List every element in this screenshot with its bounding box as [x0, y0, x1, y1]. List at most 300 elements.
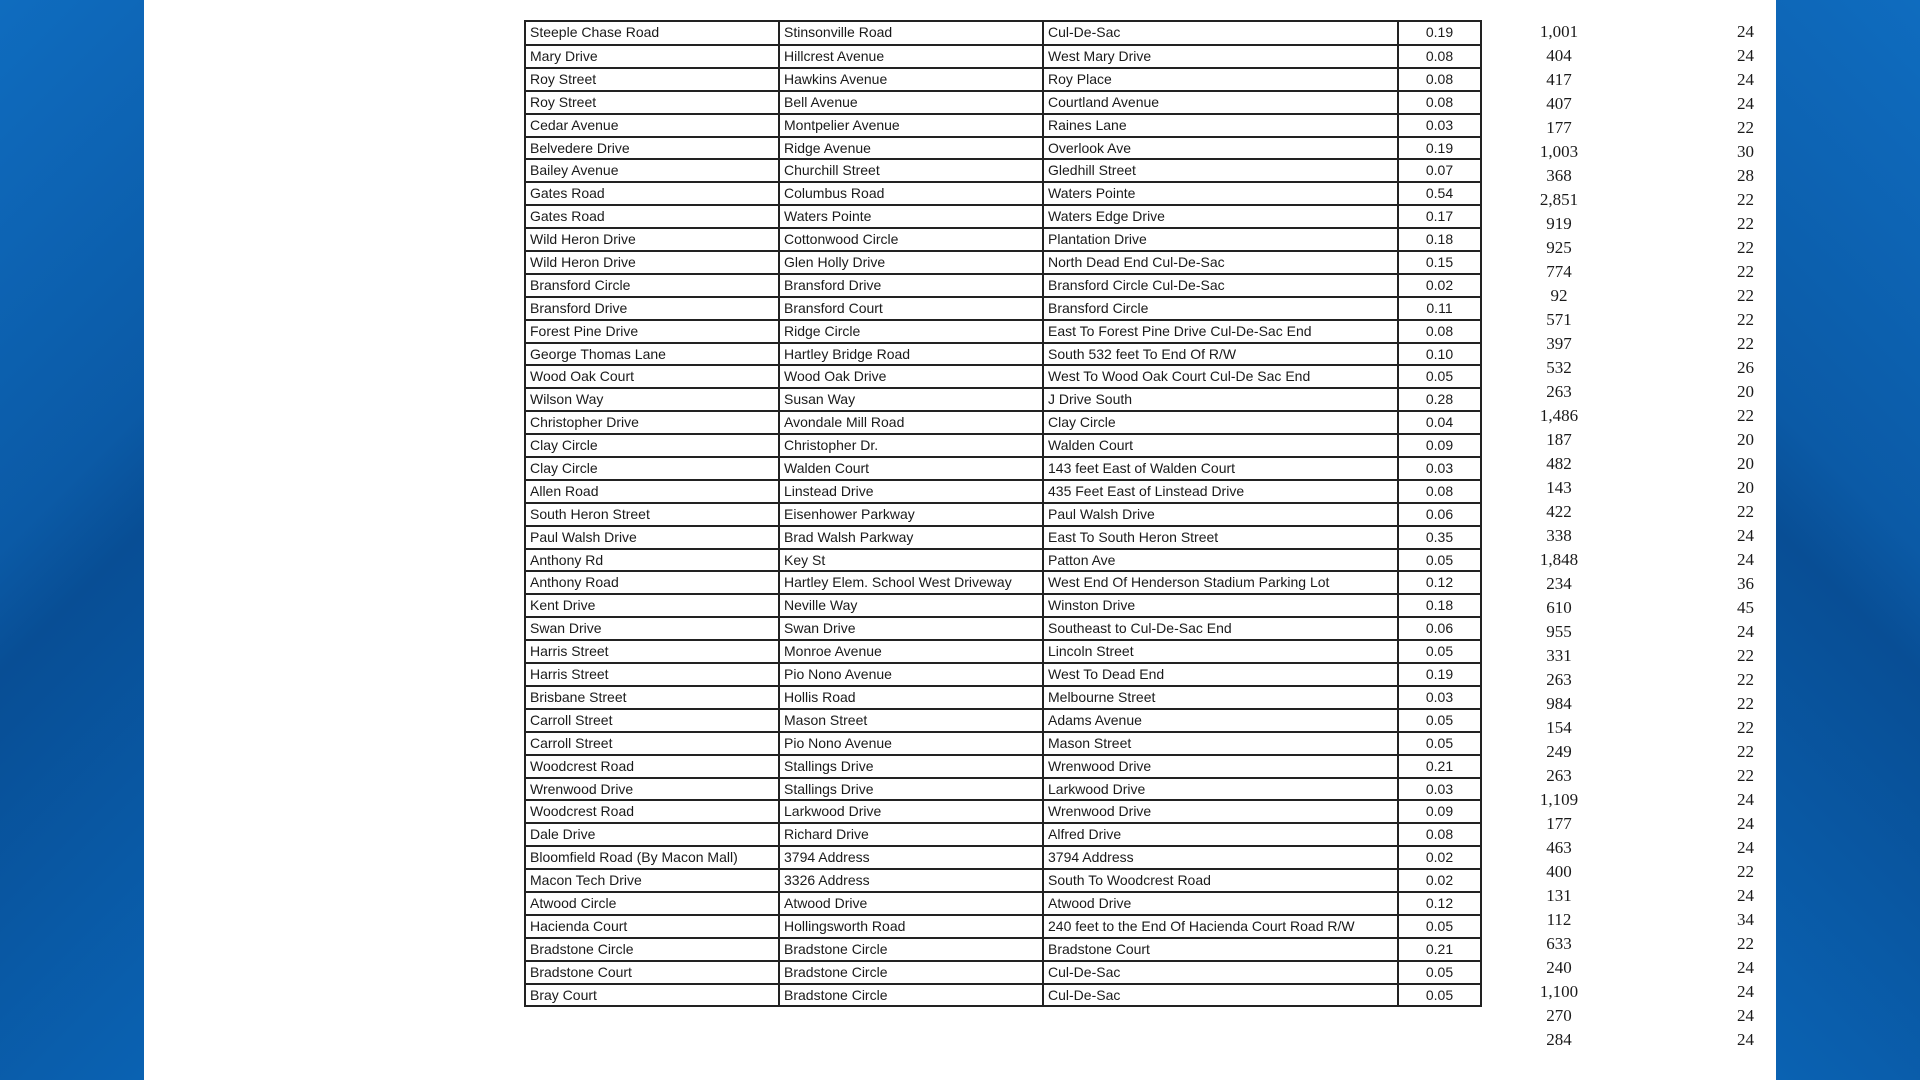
length-feet-cell: 284 — [1546, 1030, 1572, 1049]
length-feet-cell: 331 — [1546, 646, 1572, 665]
table-row — [526, 229, 1480, 252]
extra-row — [1514, 452, 1754, 476]
table-row — [526, 916, 1480, 939]
extra-row — [1514, 812, 1754, 836]
from-cell: Brad Walsh Parkway — [780, 527, 1044, 548]
extra-row — [1514, 548, 1754, 572]
road-name-cell: Kent Drive — [526, 595, 780, 616]
length-feet-cell: 463 — [1546, 838, 1572, 857]
from-cell: Hartley Bridge Road — [780, 344, 1044, 365]
length-feet-cell: 338 — [1546, 526, 1572, 545]
length-feet-cell: 400 — [1546, 862, 1572, 881]
length-feet-cell: 774 — [1546, 262, 1572, 281]
extra-row — [1514, 380, 1754, 404]
extra-row — [1514, 476, 1754, 500]
from-cell: Bradstone Circle — [780, 985, 1044, 1006]
table-row — [526, 618, 1480, 641]
extra-row — [1514, 500, 1754, 524]
table-row — [526, 756, 1480, 779]
table-row — [526, 893, 1480, 916]
from-cell: Hollingsworth Road — [780, 916, 1044, 937]
miles-cell: 0.05 — [1425, 734, 1454, 751]
width-cell: 22 — [1737, 286, 1754, 305]
to-cell: Gledhill Street — [1044, 160, 1399, 181]
table-row — [526, 321, 1480, 344]
table-row — [526, 481, 1480, 504]
background-right-panel — [1776, 0, 1920, 1080]
width-cell: 34 — [1737, 910, 1754, 929]
road-name-cell: Macon Tech Drive — [526, 870, 780, 891]
road-name-cell: Wilson Way — [526, 389, 780, 410]
from-cell: Bradstone Circle — [780, 962, 1044, 983]
width-cell: 24 — [1737, 1030, 1754, 1049]
length-feet-cell: 397 — [1546, 334, 1572, 353]
extra-row — [1514, 860, 1754, 884]
length-feet-cell: 270 — [1546, 1006, 1572, 1025]
width-cell: 22 — [1737, 646, 1754, 665]
miles-cell: 0.05 — [1425, 368, 1454, 385]
width-cell: 24 — [1737, 622, 1754, 641]
road-name-cell: Anthony Road — [526, 572, 780, 593]
miles-cell: 0.11 — [1426, 299, 1453, 316]
length-feet-cell: 417 — [1546, 70, 1572, 89]
extra-row — [1514, 164, 1754, 188]
length-feet-cell: 263 — [1546, 670, 1572, 689]
extra-row — [1514, 668, 1754, 692]
length-feet-cell: 633 — [1546, 934, 1572, 953]
miles-cell: 0.07 — [1425, 162, 1454, 179]
extra-row — [1514, 284, 1754, 308]
extra-row — [1514, 308, 1754, 332]
extra-row — [1514, 140, 1754, 164]
width-cell: 28 — [1737, 166, 1754, 185]
width-cell: 20 — [1737, 478, 1754, 497]
table-row — [526, 92, 1480, 115]
table-row — [526, 572, 1480, 595]
road-name-cell: Carroll Street — [526, 733, 780, 754]
to-cell: Plantation Drive — [1044, 229, 1399, 250]
extra-row — [1514, 788, 1754, 812]
width-cell: 24 — [1737, 790, 1754, 809]
road-name-cell: Roy Street — [526, 69, 780, 90]
width-cell: 22 — [1737, 238, 1754, 257]
table-row — [526, 22, 1480, 46]
width-cell: 26 — [1737, 358, 1754, 377]
extra-row — [1514, 836, 1754, 860]
width-cell: 24 — [1737, 526, 1754, 545]
from-cell: Bradstone Circle — [780, 939, 1044, 960]
to-cell: West End Of Henderson Stadium Parking Lot — [1044, 572, 1399, 593]
road-name-cell: Harris Street — [526, 664, 780, 685]
to-cell: Walden Court — [1044, 435, 1399, 456]
extra-row — [1514, 428, 1754, 452]
extra-row — [1514, 404, 1754, 428]
from-cell: Columbus Road — [780, 183, 1044, 204]
from-cell: Glen Holly Drive — [780, 252, 1044, 273]
miles-cell: 0.54 — [1425, 185, 1454, 202]
to-cell: Melbourne Street — [1044, 687, 1399, 708]
length-feet-cell: 1,003 — [1539, 142, 1579, 161]
width-cell: 22 — [1737, 934, 1754, 953]
from-cell: Bransford Drive — [780, 275, 1044, 296]
from-cell: 3326 Address — [780, 870, 1044, 891]
road-name-cell: Bradstone Circle — [526, 939, 780, 960]
road-name-cell: Forest Pine Drive — [526, 321, 780, 342]
length-feet-cell: 154 — [1546, 718, 1572, 737]
to-cell: Wrenwood Drive — [1044, 801, 1399, 822]
width-cell: 22 — [1737, 766, 1754, 785]
length-feet-cell: 1,001 — [1539, 22, 1579, 41]
to-cell: Winston Drive — [1044, 595, 1399, 616]
road-name-cell: Steeple Chase Road — [526, 22, 780, 44]
miles-cell: 0.18 — [1425, 597, 1454, 614]
from-cell: Stallings Drive — [780, 779, 1044, 800]
road-name-cell: Belvedere Drive — [526, 138, 780, 159]
length-feet-cell: 925 — [1546, 238, 1572, 257]
from-cell: Walden Court — [780, 458, 1044, 479]
extra-row — [1514, 956, 1754, 980]
from-cell: Neville Way — [780, 595, 1044, 616]
extra-row — [1514, 740, 1754, 764]
miles-cell: 0.15 — [1425, 254, 1454, 271]
background-left-panel — [0, 0, 144, 1080]
from-cell: Richard Drive — [780, 824, 1044, 845]
road-name-cell: Bradstone Court — [526, 962, 780, 983]
width-cell: 22 — [1737, 310, 1754, 329]
length-feet-cell: 234 — [1546, 574, 1572, 593]
from-cell: Stinsonville Road — [780, 22, 1044, 44]
table-row — [526, 595, 1480, 618]
length-feet-cell: 482 — [1546, 454, 1572, 473]
length-feet-cell: 112 — [1546, 910, 1572, 929]
to-cell: Raines Lane — [1044, 115, 1399, 136]
from-cell: Waters Pointe — [780, 206, 1044, 227]
table-row — [526, 435, 1480, 458]
to-cell: Patton Ave — [1044, 550, 1399, 571]
extra-row — [1514, 692, 1754, 716]
extra-row — [1514, 596, 1754, 620]
length-feet-cell: 571 — [1546, 310, 1572, 329]
length-width-columns — [1514, 20, 1754, 1052]
road-name-cell: Bransford Circle — [526, 275, 780, 296]
width-cell: 24 — [1737, 982, 1754, 1001]
document-page — [144, 0, 1776, 1080]
length-feet-cell: 131 — [1546, 886, 1572, 905]
table-row — [526, 183, 1480, 206]
road-name-cell: Atwood Circle — [526, 893, 780, 914]
width-cell: 22 — [1737, 118, 1754, 137]
width-cell: 22 — [1737, 334, 1754, 353]
width-cell: 22 — [1737, 214, 1754, 233]
to-cell: East To South Heron Street — [1044, 527, 1399, 548]
miles-cell: 0.09 — [1425, 803, 1454, 820]
extra-row — [1514, 188, 1754, 212]
width-cell: 20 — [1737, 430, 1754, 449]
length-feet-cell: 2,851 — [1539, 190, 1579, 209]
road-name-cell: Gates Road — [526, 206, 780, 227]
miles-cell: 0.08 — [1425, 826, 1454, 843]
to-cell: Southeast to Cul-De-Sac End — [1044, 618, 1399, 639]
table-row — [526, 550, 1480, 573]
miles-cell: 0.03 — [1425, 780, 1454, 797]
length-feet-cell: 984 — [1546, 694, 1572, 713]
extra-row — [1514, 356, 1754, 380]
extra-row — [1514, 44, 1754, 68]
length-feet-cell: 263 — [1546, 766, 1572, 785]
miles-cell: 0.21 — [1425, 940, 1454, 957]
miles-cell: 0.17 — [1425, 208, 1454, 225]
miles-cell: 0.19 — [1425, 24, 1454, 40]
road-name-cell: Hacienda Court — [526, 916, 780, 937]
length-feet-cell: 368 — [1546, 166, 1572, 185]
extra-row — [1514, 212, 1754, 236]
from-cell: Stallings Drive — [780, 756, 1044, 777]
extra-row — [1514, 236, 1754, 260]
width-cell: 22 — [1737, 406, 1754, 425]
miles-cell: 0.08 — [1425, 322, 1454, 339]
road-name-cell: Wood Oak Court — [526, 366, 780, 387]
extra-row — [1514, 116, 1754, 140]
length-feet-cell: 240 — [1546, 958, 1572, 977]
width-cell: 24 — [1737, 958, 1754, 977]
length-feet-cell: 177 — [1546, 118, 1572, 137]
road-name-cell: Harris Street — [526, 641, 780, 662]
width-cell: 22 — [1737, 742, 1754, 761]
width-cell: 24 — [1737, 838, 1754, 857]
to-cell: South 532 feet To End Of R/W — [1044, 344, 1399, 365]
from-cell: Cottonwood Circle — [780, 229, 1044, 250]
width-cell: 22 — [1737, 718, 1754, 737]
table-row — [526, 664, 1480, 687]
to-cell: Courtland Avenue — [1044, 92, 1399, 113]
table-row — [526, 275, 1480, 298]
extra-row — [1514, 260, 1754, 284]
table-row — [526, 298, 1480, 321]
miles-cell: 0.03 — [1425, 460, 1454, 477]
table-row — [526, 46, 1480, 69]
from-cell: Wood Oak Drive — [780, 366, 1044, 387]
to-cell: South To Woodcrest Road — [1044, 870, 1399, 891]
to-cell: Cul-De-Sac — [1044, 962, 1399, 983]
length-feet-cell: 919 — [1546, 214, 1572, 233]
to-cell: Atwood Drive — [1044, 893, 1399, 914]
table-row — [526, 687, 1480, 710]
length-feet-cell: 249 — [1546, 742, 1572, 761]
road-name-cell: Gates Road — [526, 183, 780, 204]
extra-row — [1514, 572, 1754, 596]
from-cell: Susan Way — [780, 389, 1044, 410]
table-row — [526, 641, 1480, 664]
extra-row — [1514, 68, 1754, 92]
to-cell: Bransford Circle — [1044, 298, 1399, 319]
to-cell: West Mary Drive — [1044, 46, 1399, 67]
from-cell: Pio Nono Avenue — [780, 733, 1044, 754]
width-cell: 24 — [1737, 814, 1754, 833]
length-feet-cell: 404 — [1546, 46, 1572, 65]
width-cell: 22 — [1737, 190, 1754, 209]
to-cell: 435 Feet East of Linstead Drive — [1044, 481, 1399, 502]
to-cell: Waters Pointe — [1044, 183, 1399, 204]
from-cell: Swan Drive — [780, 618, 1044, 639]
extra-row — [1514, 620, 1754, 644]
road-name-cell: Wild Heron Drive — [526, 229, 780, 250]
width-cell: 24 — [1737, 1006, 1754, 1025]
from-cell: Hollis Road — [780, 687, 1044, 708]
from-cell: Bransford Court — [780, 298, 1044, 319]
road-name-cell: Allen Road — [526, 481, 780, 502]
width-cell: 22 — [1737, 262, 1754, 281]
to-cell: Cul-De-Sac — [1044, 985, 1399, 1006]
extra-row — [1514, 524, 1754, 548]
road-name-cell: Woodcrest Road — [526, 801, 780, 822]
road-name-cell: Roy Street — [526, 92, 780, 113]
length-feet-cell: 1,848 — [1539, 550, 1579, 569]
width-cell: 24 — [1737, 22, 1754, 41]
width-cell: 36 — [1737, 574, 1754, 593]
length-feet-cell: 1,100 — [1539, 982, 1579, 1001]
to-cell: J Drive South — [1044, 389, 1399, 410]
road-name-cell: Clay Circle — [526, 435, 780, 456]
from-cell: Christopher Dr. — [780, 435, 1044, 456]
table-row — [526, 939, 1480, 962]
road-name-cell: Wild Heron Drive — [526, 252, 780, 273]
from-cell: Avondale Mill Road — [780, 412, 1044, 433]
miles-cell: 0.02 — [1425, 849, 1454, 866]
road-name-cell: Woodcrest Road — [526, 756, 780, 777]
to-cell: Bradstone Court — [1044, 939, 1399, 960]
extra-row — [1514, 332, 1754, 356]
to-cell: North Dead End Cul-De-Sac — [1044, 252, 1399, 273]
miles-cell: 0.05 — [1425, 986, 1454, 1003]
extra-row — [1514, 20, 1754, 44]
road-name-cell: Mary Drive — [526, 46, 780, 67]
to-cell: West To Wood Oak Court Cul-De Sac End — [1044, 366, 1399, 387]
road-name-cell: Cedar Avenue — [526, 115, 780, 136]
to-cell: Overlook Ave — [1044, 138, 1399, 159]
miles-cell: 0.06 — [1425, 505, 1454, 522]
width-cell: 24 — [1737, 94, 1754, 113]
to-cell: Waters Edge Drive — [1044, 206, 1399, 227]
miles-cell: 0.05 — [1425, 551, 1454, 568]
miles-cell: 0.08 — [1425, 48, 1454, 64]
extra-row — [1514, 644, 1754, 668]
table-row — [526, 870, 1480, 893]
road-name-cell: Wrenwood Drive — [526, 779, 780, 800]
miles-cell: 0.18 — [1425, 231, 1454, 248]
length-feet-cell: 955 — [1546, 622, 1572, 641]
width-cell: 24 — [1737, 886, 1754, 905]
table-row — [526, 252, 1480, 275]
table-row — [526, 985, 1480, 1008]
to-cell: Roy Place — [1044, 69, 1399, 90]
table-row — [526, 115, 1480, 138]
to-cell: Wrenwood Drive — [1044, 756, 1399, 777]
width-cell: 20 — [1737, 454, 1754, 473]
to-cell: East To Forest Pine Drive Cul-De-Sac End — [1044, 321, 1399, 342]
from-cell: Key St — [780, 550, 1044, 571]
road-name-cell: Anthony Rd — [526, 550, 780, 571]
table-row — [526, 527, 1480, 550]
width-cell: 22 — [1737, 694, 1754, 713]
from-cell: Linstead Drive — [780, 481, 1044, 502]
to-cell: Clay Circle — [1044, 412, 1399, 433]
extra-row — [1514, 764, 1754, 788]
from-cell: 3794 Address — [780, 847, 1044, 868]
road-table — [524, 20, 1482, 1007]
road-name-cell: Paul Walsh Drive — [526, 527, 780, 548]
from-cell: Churchill Street — [780, 160, 1044, 181]
to-cell: Adams Avenue — [1044, 710, 1399, 731]
road-name-cell: Christopher Drive — [526, 412, 780, 433]
table-row — [526, 847, 1480, 870]
from-cell: Atwood Drive — [780, 893, 1044, 914]
length-feet-cell: 263 — [1546, 382, 1572, 401]
miles-cell: 0.12 — [1425, 574, 1454, 591]
length-feet-cell: 187 — [1546, 430, 1572, 449]
table-row — [526, 389, 1480, 412]
table-row — [526, 366, 1480, 389]
miles-cell: 0.19 — [1425, 666, 1454, 683]
table-row — [526, 710, 1480, 733]
road-name-cell: Swan Drive — [526, 618, 780, 639]
to-cell: Larkwood Drive — [1044, 779, 1399, 800]
road-name-cell: Brisbane Street — [526, 687, 780, 708]
miles-cell: 0.35 — [1425, 528, 1454, 545]
from-cell: Mason Street — [780, 710, 1044, 731]
length-feet-cell: 1,109 — [1539, 790, 1579, 809]
miles-cell: 0.08 — [1425, 93, 1454, 110]
extra-row — [1514, 1004, 1754, 1028]
miles-cell: 0.04 — [1425, 414, 1454, 431]
extra-row — [1514, 932, 1754, 956]
miles-cell: 0.21 — [1425, 757, 1454, 774]
road-name-cell: Bailey Avenue — [526, 160, 780, 181]
road-name-cell: Bray Court — [526, 985, 780, 1006]
extra-row — [1514, 908, 1754, 932]
miles-cell: 0.03 — [1425, 116, 1454, 133]
table-row — [526, 344, 1480, 367]
road-name-cell: George Thomas Lane — [526, 344, 780, 365]
miles-cell: 0.05 — [1425, 963, 1454, 980]
miles-cell: 0.06 — [1425, 620, 1454, 637]
road-name-cell: Clay Circle — [526, 458, 780, 479]
to-cell: Mason Street — [1044, 733, 1399, 754]
from-cell: Ridge Avenue — [780, 138, 1044, 159]
table-row — [526, 733, 1480, 756]
road-name-cell: Carroll Street — [526, 710, 780, 731]
from-cell: Monroe Avenue — [780, 641, 1044, 662]
length-feet-cell: 92 — [1550, 286, 1568, 305]
table-row — [526, 412, 1480, 435]
width-cell: 24 — [1737, 550, 1754, 569]
length-feet-cell: 532 — [1546, 358, 1572, 377]
to-cell: Cul-De-Sac — [1044, 22, 1399, 44]
table-row — [526, 504, 1480, 527]
miles-cell: 0.05 — [1425, 711, 1454, 728]
road-name-cell: Bloomfield Road (By Macon Mall) — [526, 847, 780, 868]
table-row — [526, 160, 1480, 183]
width-cell: 45 — [1737, 598, 1754, 617]
miles-cell: 0.12 — [1425, 894, 1454, 911]
miles-cell: 0.10 — [1425, 345, 1454, 362]
miles-cell: 0.02 — [1425, 276, 1454, 293]
from-cell: Hartley Elem. School West Driveway — [780, 572, 1044, 593]
length-feet-cell: 422 — [1546, 502, 1572, 521]
table-row — [526, 801, 1480, 824]
miles-cell: 0.03 — [1425, 688, 1454, 705]
length-feet-cell: 1,486 — [1539, 406, 1579, 425]
table-row — [526, 779, 1480, 802]
